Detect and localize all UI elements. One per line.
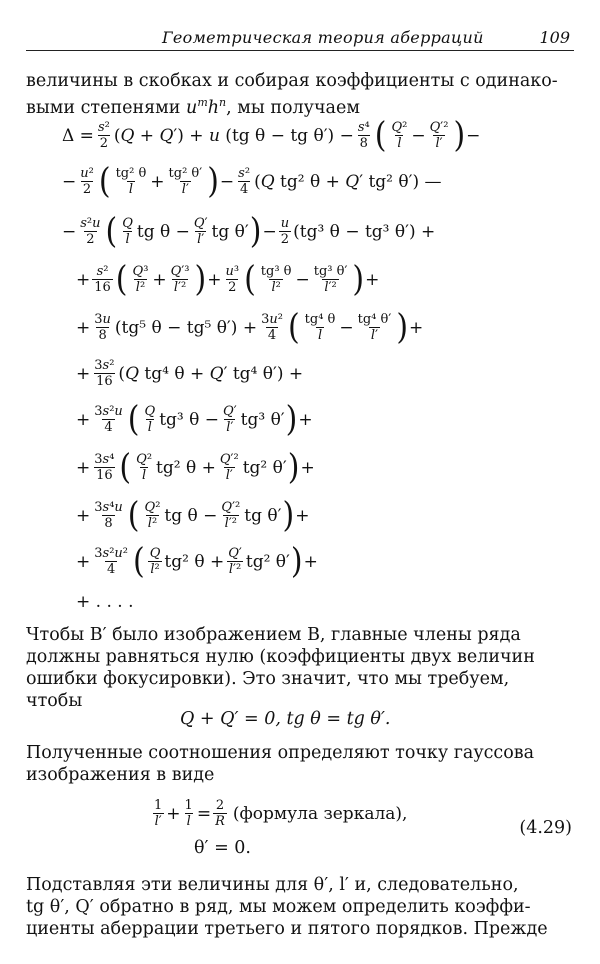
theta-zero-equation: θ′ = 0. (194, 838, 251, 858)
chapter-title: Геометрическая теория аберраций (162, 28, 484, 47)
para2-line-2: должны равняться нулю (коэффициенты двух величин (26, 647, 535, 667)
mirror-formula-label: (формула зеркала), (232, 803, 408, 824)
equation-line-8: + $\frac{\text{3s⁴}}{16}$ ( $\frac{\text{Q²}}{l}$ tg² θ + $\frac{\text{Q′²}}{l'}$ tg² θ′ ) + (76, 446, 315, 488)
intro-line-1: величины в скобках и собирая коэффициенты с одинако- (26, 71, 558, 91)
para4-line-2: tg θ′, Q′ обратно в ряд, мы можем определить коэффи- (26, 897, 531, 917)
equation-line-4: + $\frac{\text{s²}}{16}$ ( $\frac{\text{Q³}}{\text{l²}}$ + $\frac{\text{Q′³}}{\text{l′²}}$ ) + $\frac{\text{u³}}{2}$ ( $\frac{\text{tg³ θ}}{\text{l²}}$ − $\frac{\text{tg³ θ′}}{\text{l′²}}$ ) + (76, 258, 380, 300)
equation-ellipsis: + . . . . (76, 592, 134, 612)
para4-line-3: циенты аберрации третьего и пятого порядков. Прежде (26, 919, 548, 939)
para3-line-2: изображения в виде (26, 765, 215, 785)
paragraph-image-condition (26, 624, 574, 712)
equation-line-2: − $\frac{\text{u²}}{2}$ ( $\frac{\text{tg² θ}}{l}$ + $\frac{\text{tg² θ′}}{l'}$ ) − $\frac{\text{s²}}{4}$ (Q tg² θ + Q′ tg² θ′) — (62, 160, 442, 202)
para2-line-4: чтобы (26, 691, 83, 711)
para2-line-1: Чтобы B′ было изображением B, главные члены ряда (26, 625, 521, 645)
equation-line-3: − $\frac{\text{s²u}}{2}$ ( $\frac{Q}{l}$ tg θ − $\frac{Q'}{l'}$ tg θ′ ) − $\frac{u}{2}$ (tg³ θ − tg³ θ′) + (62, 210, 436, 252)
intro-line-2: выми степенями $u^mh^n$, мы получаем (26, 96, 360, 118)
equation-number: (4.29) (519, 818, 572, 838)
para3-line-1: Полученные соотношения определяют точку гауссова (26, 743, 535, 763)
equation-line-5: + $\frac{3u}{8}$ (tg⁵ θ − tg⁵ θ′) + $\frac{\text{3u²}}{4}$ ( $\frac{\text{tg⁴ θ}}{l}$ − $\frac{\text{tg⁴ θ′}}{l'}$ ) + (76, 306, 424, 348)
para2-line-3: ошибки фокусировки). Это значит, что мы требуем, (26, 669, 510, 689)
page-number: 109 (539, 28, 570, 47)
equation-line-10: + $\frac{\text{3s²u²}}{4}$ ( $\frac{Q}{\text{l²}}$ tg² θ + $\frac{Q'}{\text{l′²}}$ tg² θ′ ) + (76, 540, 318, 582)
paragraph-final (26, 874, 574, 940)
running-header (26, 26, 574, 51)
equation-line-9: + $\frac{\text{3s⁴u}}{8}$ ( $\frac{\text{Q²}}{\text{l²}}$ tg θ − $\frac{\text{Q′²}}{\text{l′²}}$ tg θ′ ) + (76, 494, 310, 536)
condition-equation: Q + Q′ = 0, tg θ = tg θ′. (180, 709, 391, 729)
para4-line-1: Подставляя эти величины для θ′, l′ и, следовательно, (26, 875, 519, 895)
equation-line-7: + $\frac{\text{3s²u}}{4}$ ( $\frac{Q}{l}$ tg³ θ − $\frac{Q'}{l'}$ tg³ θ′ ) + (76, 398, 313, 440)
mirror-formula: $\frac{1}{l'}$ + $\frac{1}{l}$ = $\frac{2}{R}$ (формула зеркала), (154, 798, 408, 829)
intro-paragraph (26, 70, 574, 119)
equation-line-6: + $\frac{\text{3s²}}{16}$ (Q tg⁴ θ + Q′ tg⁴ θ′) + (76, 358, 304, 389)
paragraph-gauss-point (26, 742, 574, 786)
equation-line-1: Δ = $\frac{\text{s²}}{2}$ (Q + Q′) + u (tg θ − tg θ′) − $\frac{\text{s⁴}}{8}$ ( $\frac{\text{Q²}}{l}$ − $\frac{\text{Q′²}}{l'}$ ) − (62, 114, 481, 156)
